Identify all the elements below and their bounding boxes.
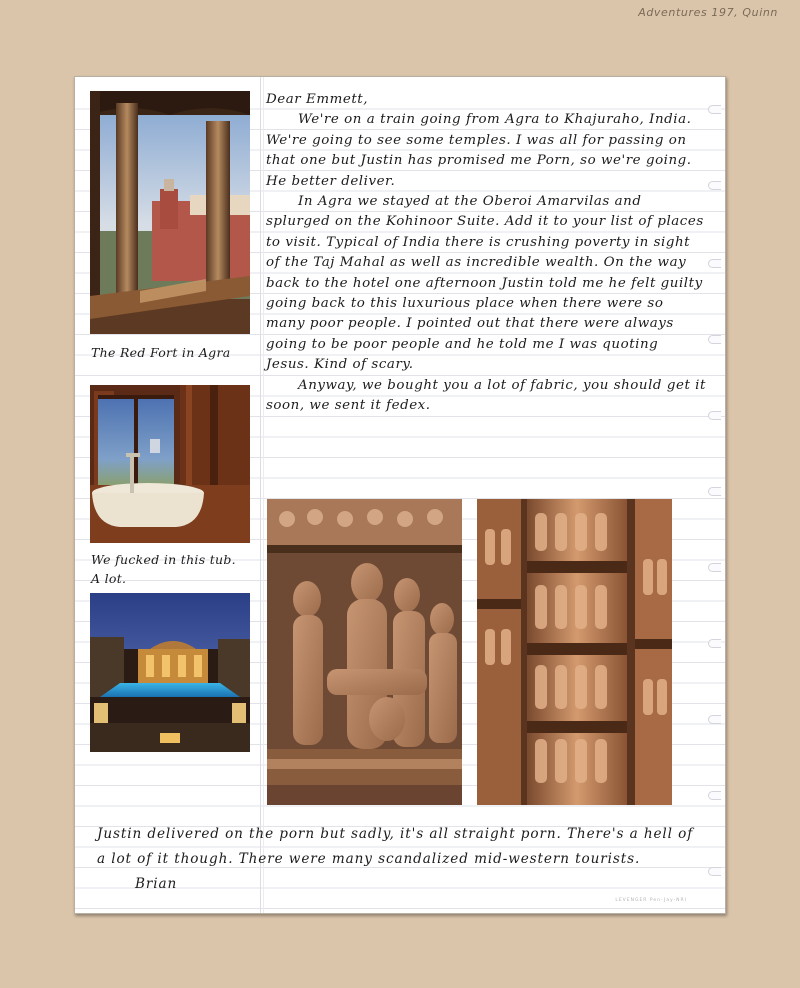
bottom-note bbox=[97, 822, 697, 897]
binder-hole bbox=[708, 867, 721, 876]
signature: Brian bbox=[135, 876, 178, 892]
binder-hole bbox=[708, 105, 721, 114]
tub-caption: We fucked in this tub. A lot. bbox=[91, 552, 236, 586]
letter-paragraph: Anyway, we bought you a lot of fabric, you should get it soon, we sent it fedex. bbox=[266, 377, 706, 414]
binder-hole bbox=[708, 335, 721, 344]
binder-hole bbox=[708, 639, 721, 648]
hotel-pool-photo bbox=[90, 593, 250, 752]
binder-hole bbox=[708, 181, 721, 190]
letter-paragraph: We're on a train going from Agra to Khajuraho, India. We're going to see some temples. I was all for passing on that one but Justin has promised me Porn, so we're going. He better deliver. bbox=[266, 112, 692, 189]
temple-sculpture-photo bbox=[267, 499, 462, 805]
binder-hole bbox=[708, 259, 721, 268]
binder-hole bbox=[708, 715, 721, 724]
margin-rule-secondary bbox=[263, 77, 264, 913]
header-caption: Adventures 197, Quinn bbox=[638, 6, 778, 19]
temple-tower-photo bbox=[477, 499, 672, 805]
letter-body bbox=[266, 90, 706, 417]
binder-hole bbox=[708, 563, 721, 572]
paper-brand-mark: LEVENGER Pen-Jay-NRI bbox=[615, 898, 687, 903]
letter-greeting: Dear Emmett, bbox=[266, 92, 369, 107]
bathtub-photo bbox=[90, 385, 250, 543]
red-fort-caption: The Red Fort in Agra bbox=[91, 345, 231, 360]
binder-hole bbox=[708, 411, 721, 420]
red-fort-photo bbox=[90, 91, 250, 334]
letter-paragraph: In Agra we stayed at the Oberoi Amarvilas and splurged on the Kohinoor Suite. Add it to your list of places to visit. Typical of India there is crushing poverty in sight of the Taj Mahal as well as incredible wealth. On the way back to the hotel one afternoon Justin told me he felt guilty going back to this luxurious place when there were so many poor people. I pointed out that there were always going to be poor people and he told me I was quoting Jesus. Kind of scary. bbox=[266, 194, 704, 373]
margin-rule bbox=[260, 77, 261, 913]
bottom-note-text: Justin delivered on the porn but sadly, it's all straight porn. There's a hell of a lot of it though. There were many scandalized mid-western tourists. bbox=[97, 826, 694, 867]
journal-page bbox=[74, 76, 726, 914]
binder-hole bbox=[708, 791, 721, 800]
binder-hole bbox=[708, 487, 721, 496]
